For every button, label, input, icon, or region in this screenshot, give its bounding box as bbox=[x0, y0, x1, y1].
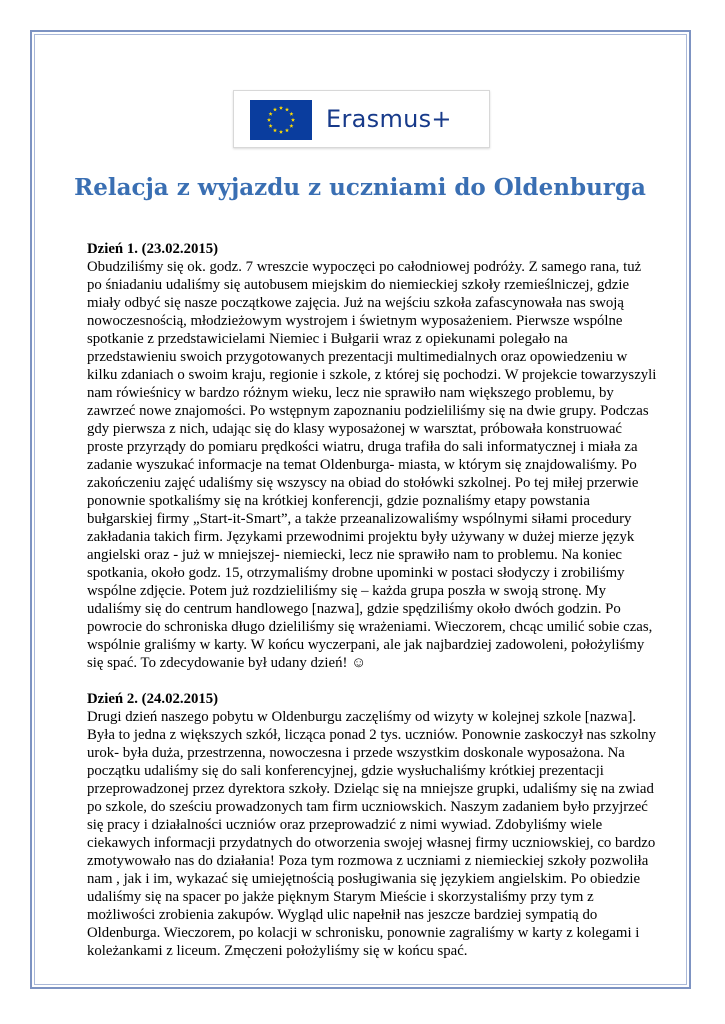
eu-flag-icon bbox=[250, 100, 312, 140]
document-body bbox=[87, 240, 657, 978]
eu-star-icon bbox=[273, 128, 277, 132]
day-2-heading: Dzień 2. (24.02.2015) bbox=[87, 691, 219, 707]
eu-star-icon bbox=[285, 128, 289, 132]
eu-star-icon bbox=[279, 130, 283, 134]
eu-star-icon bbox=[289, 112, 293, 116]
day-2-section bbox=[87, 690, 657, 960]
eu-star-icon bbox=[273, 107, 277, 111]
eu-star-icon bbox=[279, 106, 283, 110]
eu-star-icon bbox=[285, 107, 289, 111]
erasmus-logo bbox=[233, 90, 490, 148]
day-1-heading: Dzień 1. (23.02.2015) bbox=[87, 241, 219, 257]
eu-star-icon bbox=[269, 112, 273, 116]
eu-star-icon bbox=[291, 118, 295, 122]
document-title: Relacja z wyjazdu z uczniami do Oldenburga bbox=[74, 174, 646, 201]
eu-star-icon bbox=[269, 124, 273, 128]
day-1-section bbox=[87, 240, 657, 672]
erasmus-logo-text: Erasmus+ bbox=[326, 105, 452, 133]
day-1-text: Obudziliśmy się ok. godz. 7 wreszcie wypoczęci po całodniowej podróży. Z samego rana, tuż po śniadaniu udaliśmy się autobusem miejskim do niemieckiej szkoły rzemieślniczej, gdzie miały odbyć się nasze początkowe zajęcia. Już na wejściu szkoła zafascynowała nas swoją nowoczesnością, młodzieżowym wystrojem i świetnym wyposażeniem. Pierwsze wspólne spotkanie z przedstawicielami Niemiec i Bułgarii wraz z opiekunami polegało na przedstawieniu swoich przygotowanych prezentacji multimedialnych oraz opowiedzeniu w kilku zdaniach o swoim kraju, regionie i szkole, z której się pochodzi. W projekcie towarzyszyli nam rówieśnicy w bardzo różnym wieku, lecz nie sprawiło nam większego problemu, by zawrzeć nowe znajomości. Po wstępnym zapoznaniu podzieliliśmy się na dwie grupy. Podczas gdy pierwsza z nich, udając się do klasy wyposażonej w warsztat, próbowała konstruować proste przyrządy do pomiaru prędkości wiatru, druga trafiła do sali informatycznej i miała za zadanie wyszukać informacje na temat Oldenburga- miasta, w którym się znajdowaliśmy. Po zakończeniu zajęć udaliśmy się wszyscy na obiad do stołówki szkolnej. Po tej miłej przerwie ponownie spotkaliśmy się na krótkiej konferencji, gdzie poznaliśmy etapy powstania bułgarskiej firmy „Start-it-Smart”, a także przeanalizowaliśmy wspólnymi siłami procedury zakładania takich firm. Językami przewodnimi projektu były używany w dużej mierze język angielski oraz - już w mniejszej- niemiecki, lecz nie sprawiło nam to problemu. Na koniec spotkania, około godz. 15, otrzymaliśmy drobne upominki w postaci słodyczy i zrobiliśmy wspólne zdjęcie. Potem już rozdzieliliśmy się – każda grupa poszła w swoją stronę. My udaliśmy się do centrum handlowego [nazwa], gdzie spędziliśmy około dwóch godzin. Po powrocie do schroniska długo dzieliliśmy się wrażeniami. Wieczorem, chcąc umilić sobie czas, wspólnie graliśmy w karty. W końcu wyczerpani, ale jak najbardziej zadowoleni, położyliśmy się spać. To zdecydowanie był udany dzień! ☺ bbox=[87, 259, 657, 671]
day-2-text: Drugi dzień naszego pobytu w Oldenburgu zaczęliśmy od wizyty w kolejnej szkole [nazwa]. Była to jedna z większych szkół, licząca ponad 2 tys. uczniów. Ponownie zaskoczył nas szkolny urok- była duża, przestrzenna, nowoczesna i przede wszystkim doskonale wyposażona. Na początku udaliśmy się do sali konferencyjnej, gdzie wysłuchaliśmy krótkiej prezentacji przeprowadzonej przez dyrektora szkoły. Dzieląc się na mniejsze grupki, udaliśmy się na zwiad po szkole, do sześciu prowadzonych tam firm uczniowskich. Naszym zadaniem było przyjrzeć się pracy i działalności uczniów oraz przeprowadzić z nimi wywiad. Zdobyliśmy wiele ciekawych informacji przydatnych do otworzenia swojej własnej firmy uczniowskiej, co bardzo zmotywowało nas do działania! Poza tym rozmowa z uczniami z niemieckiej szkoły pozwoliła nam , jak i im, wykazać się umiejętnością posługiwania się językiem angielskim. Po obiedzie udaliśmy się na spacer po jakże pięknym Starym Mieście i skorzystaliśmy przy tym z możliwości zrobienia zakupów. Wygląd ulic napełnił nas jeszcze bardziej sympatią do Oldenburga. Wieczorem, po kolacji w schronisku, ponownie zagraliśmy w karty z kolegami i koleżankami z liceum. Zmęczeni położyliśmy się w końcu spać. bbox=[87, 709, 656, 959]
eu-star-icon bbox=[289, 124, 293, 128]
eu-star-icon bbox=[267, 118, 271, 122]
